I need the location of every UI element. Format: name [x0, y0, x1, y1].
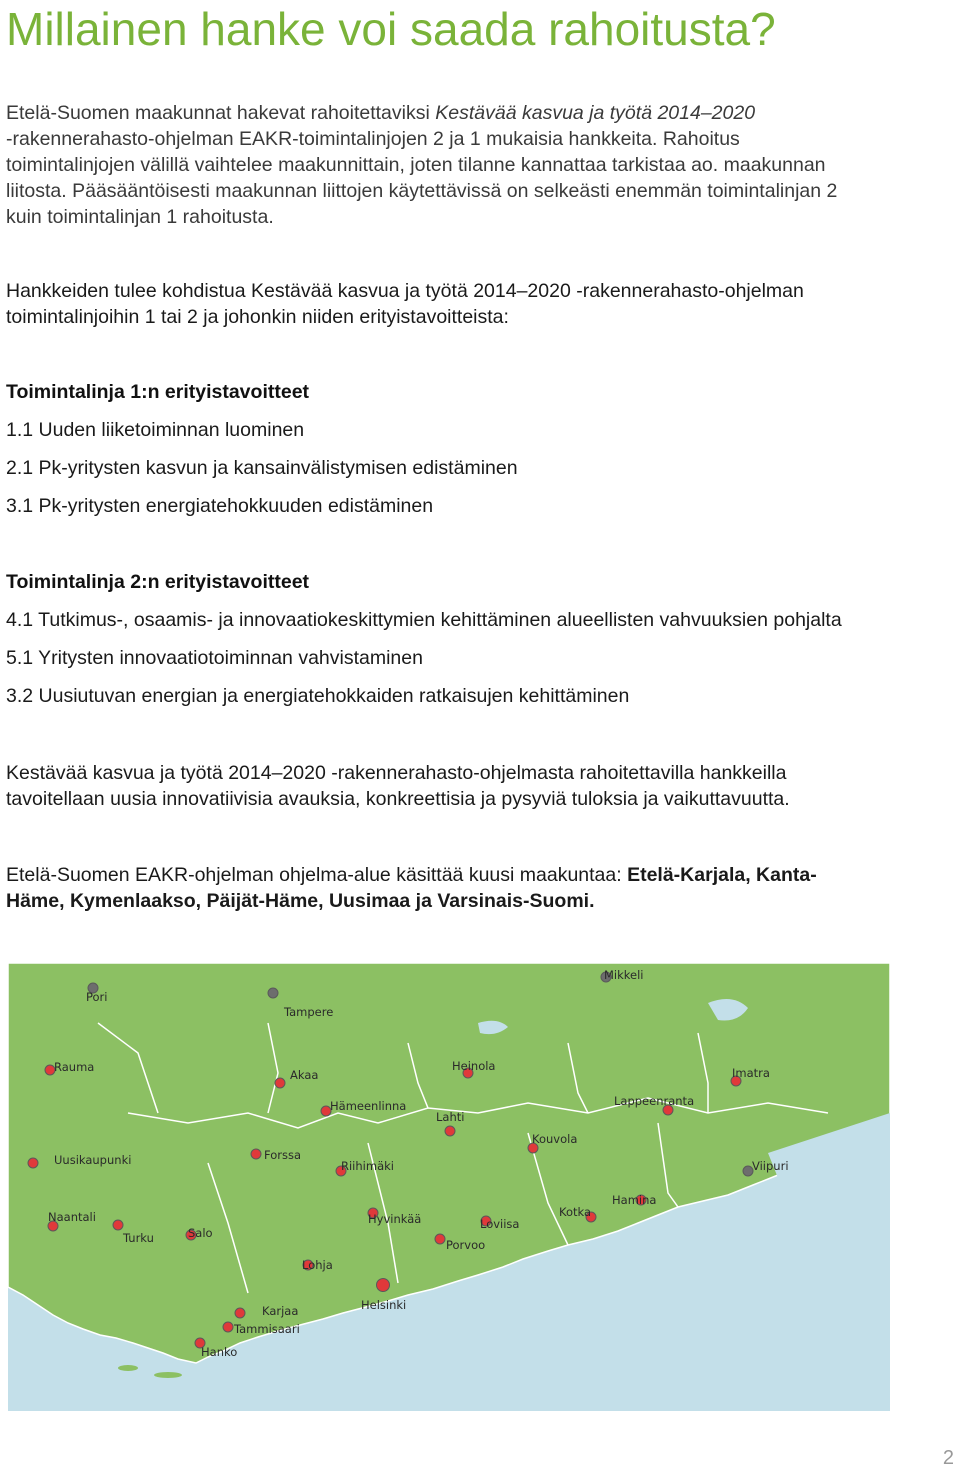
city-label-porvoo: Porvoo	[446, 1238, 486, 1252]
city-marker-helsinki	[377, 1279, 390, 1292]
city-label-tammisaari: Tammisaari	[234, 1322, 300, 1336]
page-number: 2	[942, 1447, 954, 1469]
city-label-hyvinkaa: Hyvinkää	[368, 1212, 422, 1226]
page-title: Millainen hanke voi saada rahoitusta?	[6, 3, 776, 55]
city-label-lahti: Lahti	[436, 1110, 465, 1124]
city-marker-karjaa	[235, 1308, 245, 1318]
regions-line-1	[6, 862, 956, 888]
city-label-karjaa: Karjaa	[262, 1304, 299, 1318]
city-label-helsinki: Helsinki	[361, 1298, 407, 1312]
city-label-riihimaki: Riihimäki	[341, 1159, 394, 1173]
city-label-kouvola: Kouvola	[532, 1132, 578, 1146]
city-label-kotka: Kotka	[559, 1205, 592, 1219]
city-marker-porvoo	[435, 1234, 445, 1244]
regions-list-end: Häme, Kymenlaakso, Päijät-Häme, Uusimaa ja Varsinais-Suomi.	[6, 890, 595, 912]
city-marker-turku	[113, 1220, 123, 1230]
city-label-hameenlinna: Hämeenlinna	[330, 1099, 407, 1113]
targeting-line-2: toimintalinjoihin 1 tai 2 ja johonkin niiden erityistavoitteista:	[6, 306, 509, 328]
city-label-turku: Turku	[123, 1231, 154, 1245]
axis2-item: 4.1 Tutkimus-, osaamis- ja innovaatiokeskittymien kehittäminen alueellisten vahvuuksien pohjalta	[6, 609, 842, 631]
city-marker-forssa	[251, 1149, 261, 1159]
axis1-item: 2.1 Pk-yritysten kasvun ja kansainvälistymisen edistäminen	[6, 457, 518, 479]
city-marker-tammisaari	[223, 1322, 233, 1332]
axis1-item: 3.1 Pk-yritysten energiatehokkuuden edistäminen	[6, 495, 434, 517]
regions-paragraph	[6, 862, 956, 914]
targeting-paragraph	[6, 278, 956, 330]
intro-line-1-text: Etelä-Suomen maakunnat hakevat rahoitettaviksi	[6, 102, 436, 124]
city-label-akaa: Akaa	[290, 1068, 319, 1082]
goals-line-1: Kestävää kasvua ja työtä 2014–2020 -rakennerahasto-ohjelmasta rahoitettavilla hankkeilla	[6, 762, 787, 784]
city-label-forssa: Forssa	[264, 1148, 301, 1162]
goals-paragraph	[6, 760, 956, 812]
city-label-hamina: Hamina	[612, 1193, 657, 1207]
intro-line-4: liitosta. Pääsääntöisesti maakunnan liittojen käytettävissä on selkeästi enemmän toimintalinjan 2	[6, 180, 838, 202]
city-label-salo: Salo	[188, 1226, 213, 1240]
intro-paragraph	[6, 100, 956, 230]
city-marker-uusikaupunki	[28, 1158, 38, 1168]
regions-line-1-text: Etelä-Suomen EAKR-ohjelman ohjelma-alue käsittää kuusi maakuntaa:	[6, 864, 628, 886]
programme-name: Kestävää kasvua ja työtä 2014–2020	[435, 102, 756, 124]
city-marker-lahti	[445, 1126, 455, 1136]
targeting-line-1: Hankkeiden tulee kohdistua Kestävää kasvua ja työtä 2014–2020 -rakennerahasto-ohjelman	[6, 280, 804, 302]
city-label-imatra: Imatra	[732, 1066, 770, 1080]
axis1-item: 1.1 Uuden liiketoiminnan luominen	[6, 419, 305, 441]
axis2-heading: Toimintalinja 2:n erityistavoitteet	[6, 571, 310, 593]
city-label-lappeenranta: Lappeenranta	[614, 1094, 695, 1108]
map-island	[118, 1365, 138, 1371]
intro-line-2: -rakennerahasto-ohjelman EAKR-toimintalinjojen 2 ja 1 mukaisia hankkeita. Rahoitus	[6, 128, 740, 150]
axis2-item: 3.2 Uusiutuvan energian ja energiatehokkaiden ratkaisujen kehittäminen	[6, 685, 630, 707]
city-label-rauma: Rauma	[54, 1060, 95, 1074]
city-label-lohja: Lohja	[302, 1258, 333, 1272]
city-label-uusikaupunki: Uusikaupunki	[54, 1153, 132, 1167]
intro-line-1	[6, 100, 956, 126]
city-label-heinola: Heinola	[452, 1059, 496, 1073]
region-map	[8, 963, 890, 1411]
city-label-mikkeli: Mikkeli	[604, 968, 644, 982]
city-label-naantali: Naantali	[48, 1210, 96, 1224]
axis1-heading: Toimintalinja 1:n erityistavoitteet	[6, 381, 310, 403]
city-label-tampere: Tampere	[284, 1005, 334, 1019]
city-label-viipuri: Viipuri	[752, 1159, 789, 1173]
city-marker-akaa	[275, 1078, 285, 1088]
goals-line-2: tavoitellaan uusia innovatiivisia avauksia, konkreettisia ja pysyviä tuloksia ja vaikuttavuutta.	[6, 788, 790, 810]
regions-list-start: Etelä-Karjala, Kanta-	[627, 864, 817, 886]
city-label-loviisa: Loviisa	[480, 1217, 520, 1231]
intro-line-3: toimintalinjojen välillä vaihtelee maakunnittain, joten tilanne kannattaa tarkistaa ao. maakunnan	[6, 154, 826, 176]
axis2-item: 5.1 Yritysten innovaatiotoiminnan vahvistaminen	[6, 647, 423, 669]
city-label-hanko: Hanko	[201, 1345, 238, 1359]
intro-line-5: kuin toimintalinjan 1 rahoitusta.	[6, 206, 274, 228]
city-marker-tampere	[268, 988, 278, 998]
city-label-pori: Pori	[86, 990, 108, 1004]
map-island	[154, 1372, 182, 1378]
